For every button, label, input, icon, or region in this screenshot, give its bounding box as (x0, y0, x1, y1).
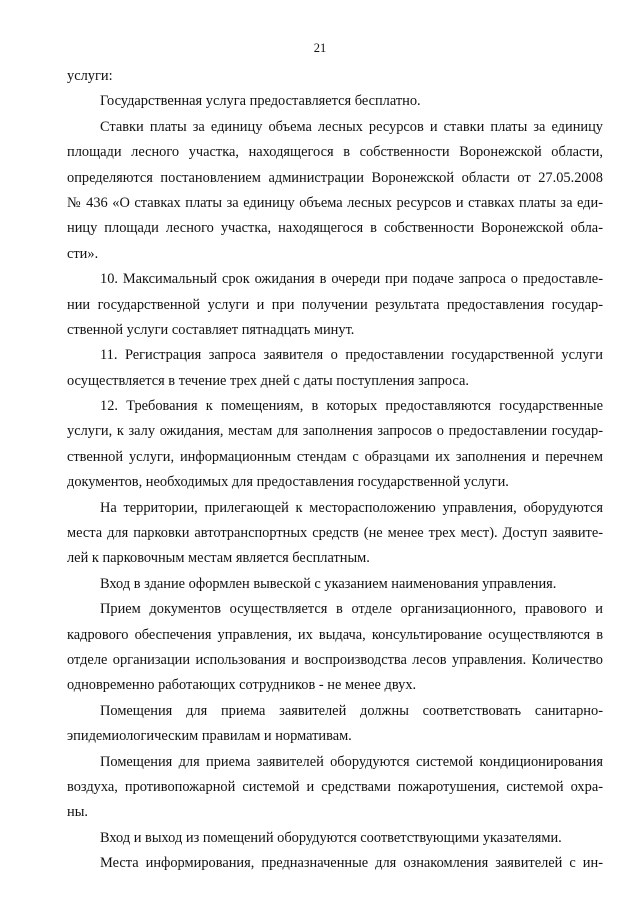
text-line: Вход и выход из помещений оборудуются соответствующими указателями. (100, 829, 562, 846)
text-line: На территории, прилегающей к месторасположению управления, оборудуются (100, 499, 603, 516)
paragraph (67, 826, 603, 851)
text-line: 10. Максимальный срок ожидания в очереди при подаче запроса о предоставле- (100, 271, 603, 288)
paragraph (67, 64, 603, 89)
text-line: 12. Требования к помещениям, в которых предоставляются государственные (100, 398, 603, 415)
text-line: места для парковки автотранспортных средств (не менее трех мест). Доступ заявите- (67, 525, 603, 542)
text-line: 11. Регистрация запроса заявителя о предоставлении государственной услуги (100, 347, 603, 364)
text-line: Помещения для приема заявителей оборудуются системой кондиционирования (100, 753, 603, 770)
page-number: 21 (313, 41, 327, 55)
text-line: Места информирования, предназначенные для ознакомления заявителей с ин- (100, 855, 603, 872)
text-line: ны. (67, 804, 88, 821)
text-line: Ставки платы за единицу объема лесных ресурсов и ставки платы за единицу (100, 118, 603, 135)
paragraph (67, 394, 603, 496)
paragraph (67, 572, 603, 597)
text-line: сти». (67, 245, 99, 262)
text-line: Государственная услуга предоставляется бесплатно. (100, 93, 421, 110)
paragraph (67, 851, 603, 876)
paragraph (67, 597, 603, 699)
paragraph (67, 267, 603, 343)
paragraph (67, 89, 603, 114)
text-line: услуги, к залу ожидания, местам для заполнения запросов о предоставлении государ- (67, 423, 603, 440)
text-line: ницу площади лесного участка, находящегося в собственности Воронежской обла- (67, 220, 603, 237)
text-line: Вход в здание оформлен вывеской с указанием наименования управления. (100, 575, 557, 592)
text-line: нии государственной услуги и при получении результата предоставления государ- (67, 296, 603, 313)
text-line: эпидемиологическим правилам и нормативам. (67, 728, 352, 745)
text-line: ственной услуги, информационным стендам с образцами их заполнения и перечнем (67, 448, 603, 465)
paragraph (67, 496, 603, 572)
text-line: услуги: (67, 68, 113, 84)
text-line: одновременно работающих сотрудников - не менее двух. (67, 677, 417, 694)
text-line: отделе организации использования и воспроизводства лесов управления. Количество (67, 651, 603, 668)
text-line: площади лесного участка, находящегося в собственности Воронежской области, (67, 144, 603, 161)
paragraph (67, 115, 603, 267)
text-line: Помещения для приема заявителей должны соответствовать санитарно- (100, 702, 603, 719)
text-line: воздуха, противопожарной системой и средствами пожаротушения, системой охра- (67, 778, 603, 795)
paragraph (67, 699, 603, 750)
paragraph (67, 343, 603, 394)
text-line: документов, необходимых для предоставления государственной услуги. (67, 474, 509, 491)
text-line: лей к парковочным местам является бесплатным. (67, 550, 370, 567)
text-line: ственной услуги составляет пятнадцать минут. (67, 321, 355, 338)
text-line: определяются постановлением администрации Воронежской области от 27.05.2008 (67, 169, 603, 186)
paragraph (67, 750, 603, 826)
text-line: Прием документов осуществляется в отделе организационного, правового и (100, 601, 603, 618)
text-line: осуществляется в течение трех дней с даты поступления запроса. (67, 372, 469, 389)
text-line: № 436 «О ставках платы за единицу объема лесных ресурсов и ставках платы за еди- (67, 194, 603, 211)
document-body (67, 64, 603, 877)
text-line: кадрового обеспечения управления, их выдача, консультирование осуществляются в (67, 626, 603, 643)
